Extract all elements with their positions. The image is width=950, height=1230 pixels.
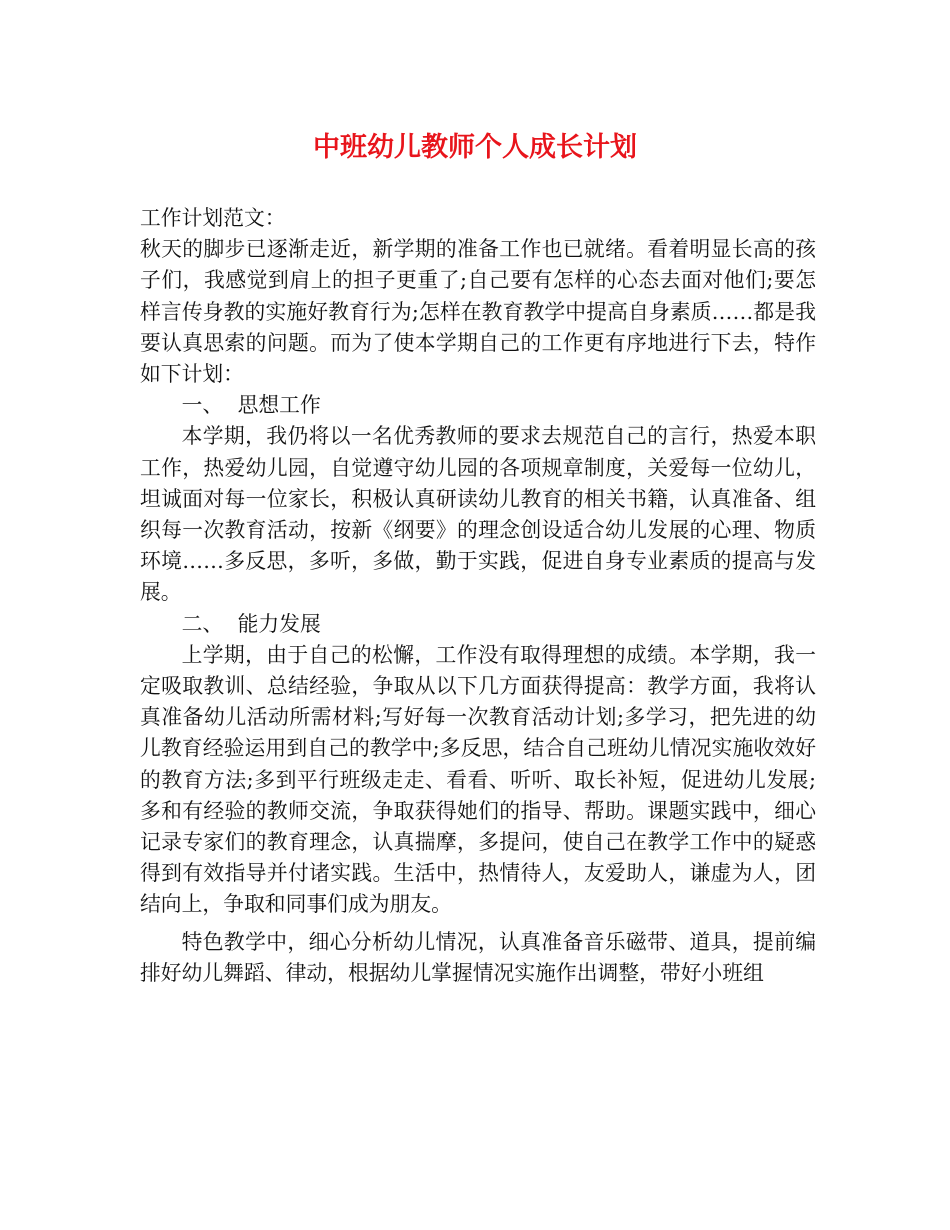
section-paragraph: 本学期，我仍将以一名优秀教师的要求去规范自己的言行，热爱本职工作，热爱幼儿园，自觉遵守幼儿园的各项规章制度，关爱每一位幼儿，坦诚面对每一位家长，积极认真研读幼儿教育的相关书籍，认真准备、组织每一次教育活动，按新《纲要》的理念创设适合幼儿发展的心理、物质环境……多反思，多听，多做，勤于实践，促进自身专业素质的提高与发展。 bbox=[140, 424, 816, 605]
intro-paragraph: 秋天的脚步已逐渐走近，新学期的准备工作也已就绪。看着明显长高的孩子们，我感觉到肩上的担子更重了;自己要有怎样的心态去面对他们;要怎样言传身教的实施好教育行为;怎样在教育教学中提高自身素质……都是我要认真思索的问题。而为了使本学期自己的工作更有序地进行下去，特作如下计划： bbox=[140, 237, 816, 387]
intro-label: 工作计划范文： bbox=[140, 206, 286, 230]
document-title: 中班幼儿教师个人成长计划 bbox=[313, 132, 637, 163]
section-heading-label: 能力发展 bbox=[237, 611, 321, 636]
section-heading-ability-development bbox=[140, 609, 816, 640]
section-number: 二、 bbox=[181, 611, 224, 636]
section-heading-thought-work bbox=[140, 390, 816, 421]
section-paragraph: 上学期，由于自己的松懈，工作没有取得理想的成绩。本学期，我一定吸取教训、总结经验，争取从以下几方面获得提高：教学方面，我将认真准备幼儿活动所需材料;写好每一次教育活动计划;多学习，把先进的幼儿教育经验运用到自己的教学中;多反思，结合自己班幼儿情况实施收效好的教育方法;多到平行班级走走、看看、听听、取长补短，促进幼儿发展;多和有经验的教师交流，争取获得她们的指导、帮助。课题实践中，细心记录专家们的教育理念，认真揣摩，多提问，使自己在教学工作中的疑惑得到有效指导并付诸实践。生活中，热情待人，友爱助人，谦虚为人，团结向上，争取和同事们成为朋友。 bbox=[140, 642, 816, 917]
section-number: 一、 bbox=[181, 393, 224, 418]
section-heading-label: 思想工作 bbox=[237, 393, 321, 418]
section-paragraph: 特色教学中，细心分析幼儿情况，认真准备音乐磁带、道具，提前编排好幼儿舞蹈、律动，根据幼儿掌握情况实施作出调整，带好小班组 bbox=[140, 929, 816, 985]
document-body bbox=[140, 203, 816, 989]
